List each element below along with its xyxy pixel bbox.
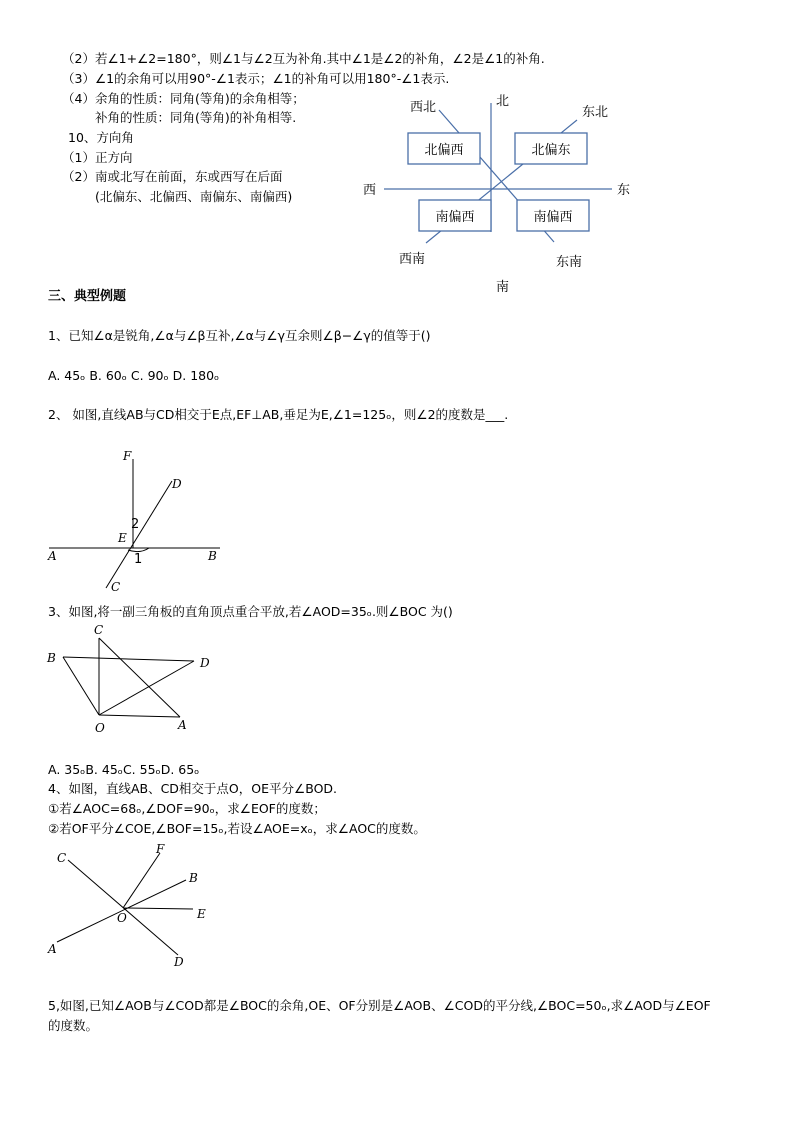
label-1: 1 — [134, 552, 143, 567]
label-C: C — [111, 580, 121, 594]
intro-line-complement-property: （4）余角的性质：同角(等角)的余角相等； — [62, 91, 305, 106]
label-A: A — [48, 549, 57, 563]
label-O: O — [117, 911, 127, 925]
label-east: 东 — [617, 183, 631, 198]
label-B: B — [189, 871, 198, 885]
label-D: D — [172, 477, 182, 491]
figure-q4 — [0, 840, 794, 970]
label-A: A — [178, 718, 187, 732]
label-D: D — [200, 656, 210, 670]
intro-line-expressions: （3）∠1的余角可以用90°-∠1表示；∠1的补角可以用180°-∠1表示. — [62, 71, 450, 86]
q4-part1: ①若∠AOC=68ₒ,∠DOF=90ₒ，求∠EOF的度数； — [48, 801, 326, 816]
intro-line-supplementary: （2）若∠1+∠2=180°，则∠1与∠2互为补角.其中∠1是∠2的补角，∠2是∠1的补角. — [62, 51, 545, 66]
intro-line-supplement-property: 补角的性质：同角(等角)的补角相等. — [95, 110, 297, 125]
ray-of — [123, 853, 160, 908]
compass-diagram — [0, 0, 794, 300]
line-cd — [106, 481, 172, 588]
intro-line-direction-angle: 10、方向角 — [68, 130, 134, 145]
section-title: 三、典型例题 — [48, 289, 127, 304]
label-O: O — [95, 721, 105, 735]
label-southwest: 西南 — [399, 252, 426, 267]
q5-line2: 的度数。 — [48, 1018, 99, 1033]
edge-o-d — [99, 661, 194, 715]
label-E: E — [118, 531, 127, 545]
intro-line-order-rule: （2）南或北写在前面，东或西写在后面 — [62, 169, 283, 184]
label-D: D — [174, 955, 184, 969]
label-northeast: 东北 — [582, 105, 609, 120]
edge-b-o — [63, 657, 99, 715]
q1-options: A. 45ₒ B. 60ₒ C. 90ₒ D. 180ₒ — [48, 368, 220, 383]
box-bl-label: 南偏西 — [435, 210, 475, 225]
q5-line1: 5,如图,已知∠AOB与∠COD都是∠BOC的余角,OE、OF分别是∠AOB、∠COD的平分线,∠BOC=50ₒ,求∠AOD与∠EOF — [48, 998, 711, 1013]
q4-text: 4、如图，直线AB、CD相交于点O，OE平分∠BOD. — [48, 781, 338, 796]
label-B: B — [47, 651, 56, 665]
label-B: B — [208, 549, 217, 563]
label-west: 西 — [363, 183, 377, 198]
q1-text: 1、已知∠α是锐角,∠α与∠β互补,∠α与∠γ互余则∠β−∠γ的值等于() — [48, 328, 431, 343]
q2-text: 2、 如图,直线AB与CD相交于E点,EF⊥AB,垂足为E,∠1=125ₒ，则∠2的度数是___. — [48, 407, 509, 422]
label-F: F — [123, 449, 132, 463]
edge-o-a — [99, 715, 180, 717]
box-tr-label: 北偏东 — [531, 143, 571, 158]
figure-q3 — [0, 620, 794, 740]
edge-c-a — [99, 638, 180, 717]
q3-options: A. 35ₒB. 45ₒC. 55ₒD. 65ₒ — [48, 762, 200, 777]
label-C: C — [57, 851, 67, 865]
label-F: F — [156, 842, 165, 856]
label-southeast: 东南 — [556, 255, 583, 270]
label-northwest: 西北 — [410, 100, 437, 115]
label-C: C — [94, 623, 104, 637]
box-br-label: 南偏西 — [533, 210, 573, 225]
ray-oe — [123, 908, 193, 909]
q3-text: 3、如图,将一副三角板的直角顶点重合平放,若∠AOD=35ₒ.则∠BOC 为() — [48, 604, 453, 619]
label-E: E — [197, 907, 206, 921]
box-tl-label: 北偏西 — [424, 143, 464, 158]
label-north: 北 — [496, 94, 510, 109]
figure-q2 — [0, 449, 794, 594]
label-south: 南 — [496, 280, 510, 295]
label-2: 2 — [131, 517, 140, 532]
q4-part2: ②若OF平分∠COE,∠BOF=15ₒ,若设∠AOE=xₒ，求∠AOC的度数。 — [48, 821, 426, 836]
edge-b-d — [63, 657, 194, 661]
intro-line-cardinal: （1）正方向 — [62, 150, 133, 165]
intro-line-examples: (北偏东、北偏西、南偏东、南偏西) — [95, 189, 293, 204]
label-A: A — [48, 942, 57, 956]
